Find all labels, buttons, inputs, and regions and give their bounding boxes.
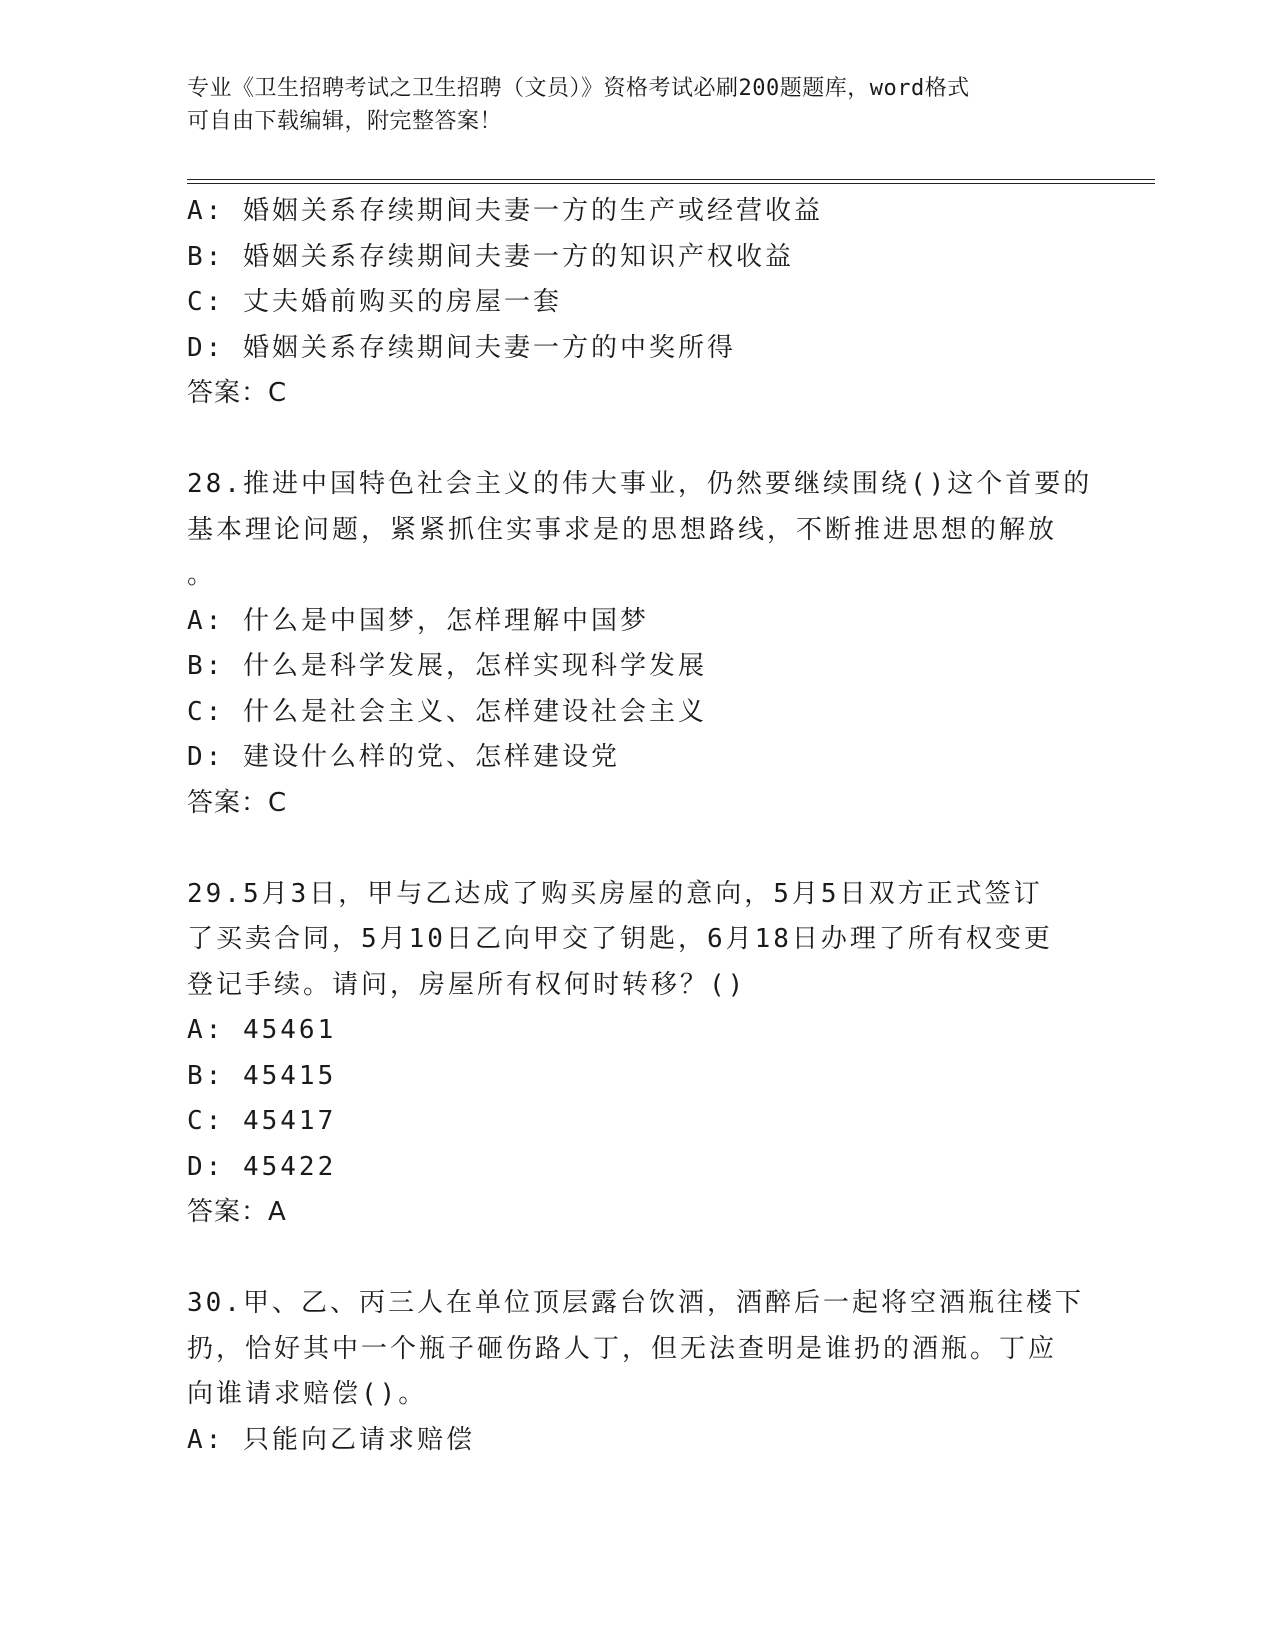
header-line-1: 专业《卫生招聘考试之卫生招聘（文员）》资格考试必刷200题题库，word格式 (187, 76, 970, 101)
spacer (187, 417, 1107, 463)
option-b: B: 婚姻关系存续期间夫妻一方的知识产权收益 (187, 241, 794, 272)
question-stem-line: 向谁请求赔偿()。 (187, 1379, 428, 1409)
option-a: A: 什么是中国梦，怎样理解中国梦 (187, 605, 649, 636)
option-a: A: 45461 (187, 1015, 337, 1045)
question-stem-line: 28.推进中国特色社会主义的伟大事业，仍然要继续围绕()这个首要的 (187, 469, 1093, 499)
spacer (187, 826, 1107, 872)
option-a: A: 婚姻关系存续期间夫妻一方的生产或经营收益 (187, 196, 823, 226)
option-a: A: 只能向乙请求赔偿 (187, 1424, 475, 1455)
header-line-2: 可自由下载编辑，附完整答案！ (187, 109, 503, 134)
option-d: D: 45422 (187, 1151, 337, 1182)
option-b: B: 什么是科学发展，怎样实现科学发展 (187, 651, 707, 681)
answer: 答案：C (187, 378, 288, 408)
question-list (187, 189, 1107, 1463)
question-stem-line: 30.甲、乙、丙三人在单位顶层露台饮酒，酒醉后一起将空酒瓶往楼下 (187, 1288, 1084, 1318)
question-30 (187, 1281, 1107, 1463)
answer: 答案：A (187, 1197, 287, 1227)
document-header (187, 72, 1067, 138)
option-b: B: 45415 (187, 1060, 337, 1091)
option-d: D: 婚姻关系存续期间夫妻一方的中奖所得 (187, 332, 736, 363)
header-rule-bottom (187, 183, 1155, 184)
question-stem-line: 。 (187, 560, 217, 590)
question-stem-line: 登记手续。请问，房屋所有权何时转移？() (187, 969, 747, 1000)
header-rule-top (187, 179, 1155, 180)
question-stem-line: 29.5月3日，甲与乙达成了购买房屋的意向，5月5日双方正式签订 (187, 878, 1043, 909)
question-28 (187, 462, 1107, 826)
option-c: C: 45417 (187, 1106, 337, 1136)
option-c: C: 什么是社会主义、怎样建设社会主义 (187, 696, 707, 727)
answer: 答案：C (187, 787, 288, 818)
question-29 (187, 872, 1107, 1236)
spacer (187, 1236, 1107, 1282)
option-d: D: 建设什么样的党、怎样建设党 (187, 742, 620, 772)
option-c: C: 丈夫婚前购买的房屋一套 (187, 287, 562, 317)
question-27 (187, 189, 1107, 417)
question-stem-line: 扔，恰好其中一个瓶子砸伤路人丁，但无法查明是谁扔的酒瓶。丁应 (187, 1333, 1058, 1364)
question-stem-line: 了买卖合同，5月10日乙向甲交了钥匙，6月18日办理了所有权变更 (187, 924, 1053, 954)
question-stem-line: 基本理论问题，紧紧抓住实事求是的思想路线，不断推进思想的解放 (187, 514, 1058, 545)
